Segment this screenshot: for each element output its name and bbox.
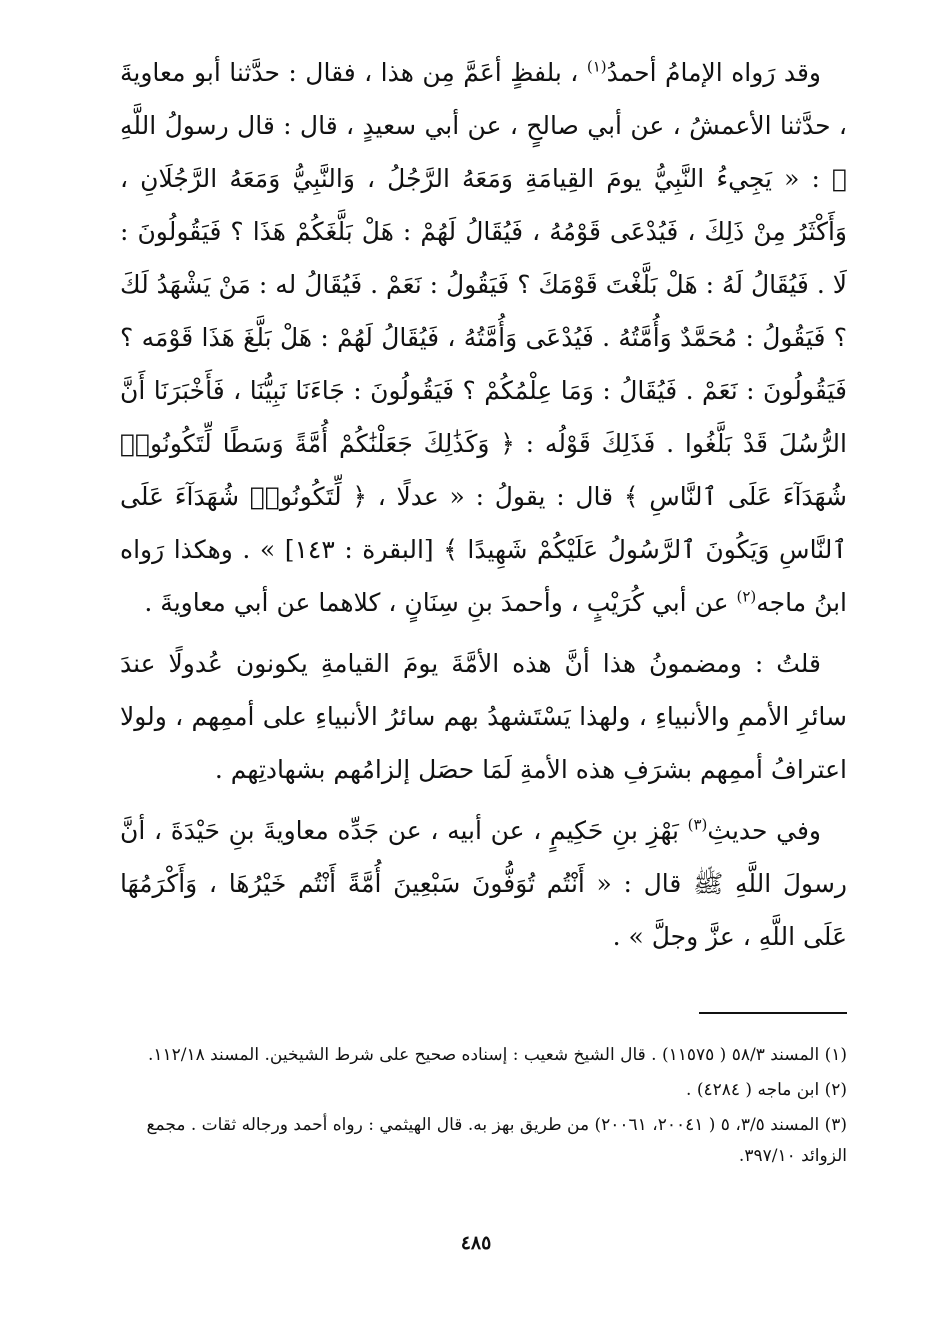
paragraph-1: [120, 46, 847, 629]
paragraph-3: [120, 804, 847, 963]
paragraph-3-text-cont: بَهْزِ بنِ حَكِيمٍ ، عن أبيه ، عن جَدِّه معاويةَ بنِ حَيْدَةَ ، أنَّ رسولَ اللَّهِ ﷺ قال : « أَنْتُم تُوَفُّونَ سَبْعِينَ أُمَّةً أَنْتُم خَيْرُهَا ، وَأَكْرَمُهَا عَلَى اللَّهِ ، عزَّ وجلَّ » .: [120, 816, 847, 951]
footnote-3: (٣) المسند ٣/٥، ٥ ( ٢٠٠٤١، ٢٠٠٦١) من طريق بهز به. قال الهيثمي : رواه أحمد ورجاله ثقات . مجمع الزوائد ٣٩٧/١٠.: [146, 1115, 847, 1166]
footnote-2: (٢) ابن ماجه ( ٤٢٨٤) .: [686, 1080, 847, 1100]
paragraph-1-text: وقد رَواه الإمامُ أحمدُ: [606, 58, 821, 87]
footnote-marker-1: (١): [586, 57, 607, 76]
paragraph-1-text-cont: ، بلفظٍ أعَمَّ مِن هذا ، فقال : حدَّثنا أبو معاويةَ ، حدَّثنا الأعمشُ ، عن أبي صالحٍ ، عن أبي سعيدٍ ، قال : قال رسولُ اللَّهِ ﷺ : « يَجِيءُ النَّبِيُّ يومَ القِيامَةِ وَمَعَهُ الرَّجُلُ ، وَالنَّبِيُّ وَمَعَهُ الرَّجُلَانِ ، وَأَكْثَرُ مِنْ ذَلِكَ ، فَيُدْعَى قَوْمُهُ ، فَيُقَالُ لَهُمْ : هَلْ بَلَّغَكُمْ هَذَا ؟ فَيَقُولُونَ : لَا . فَيُقَالُ لَهُ : هَلْ بَلَّغْتَ قَوْمَكَ ؟ فَيَقُولُ : نَعَمْ . فَيُقَالُ له : مَنْ يَشْهَدُ لَكَ ؟ فَيَقُولُ : مُحَمَّدٌ وَأُمَّتُهُ . فَيُدْعَى وَأُمَّتُهُ ، فَيُقَالُ لَهُمْ : هَلْ بَلَّغَ هَذَا قَوْمَه ؟ فَيَقُولُونَ : نَعَمْ . فَيُقَالُ : وَمَا عِلْمُكُمْ ؟ فَيَقُولُونَ : جَاءَنَا نَبِيُّنَا ، فَأَخْبَرَنَا أَنَّ الرُّسُلَ قَدْ بَلَّغُوا . فَذَلِكَ قَوْلُه : ﴿ وَكَذَٰلِكَ جَعَلْنَٰكُمْ أُمَّةً وَسَطًا لِّتَكُونُوا۟ شُهَدَآءَ عَلَى ٱلنَّاسِ ﴾ قال : يقولُ : « عدلًا ، ﴿ لِّتَكُونُوا۟ شُهَدَآءَ عَلَى ٱلنَّاسِ وَيَكُونَ ٱلرَّسُولُ عَلَيْكُمْ شَهِيدًا ﴾ [البقرة : ١٤٣] » . وهكذا رَواه ابنُ ماجه: [120, 58, 847, 617]
main-text: [120, 46, 847, 963]
paragraph-1-text-end: عن أبي كُرَيْبٍ ، وأحمدَ بنِ سِنَانٍ ، كلاهما عن أبي معاويةَ .: [144, 588, 737, 617]
paragraph-2: [120, 637, 847, 796]
footnote-1: (١) المسند ٥٨/٣ ( ١١٥٧٥) . قال الشيخ شعيب : إسناده صحيح على شرط الشيخين. المسند ١١٢/١٨.: [147, 1045, 847, 1065]
footnote-marker-3: (٣): [687, 815, 708, 834]
paragraph-2-text: قلتُ : ومضمونُ هذا أنَّ هذه الأمَّةَ يومَ القيامةِ يكونون عُدولًا عندَ سائرِ الأممِ والأنبياءِ ، ولهذا يَسْتَشهدُ بهم سائرُ الأنبياءِ على أممِهم ، ولولا اعترافُ أممِهم بشرَفِ هذه الأمةِ لَمَا حصَل إلزامُهم بشهادتِهم .: [120, 649, 847, 784]
paragraph-3-text: وفي حديثِ: [707, 816, 821, 845]
footnote-marker-2: (٢): [736, 587, 757, 606]
page-number: ٤٨٥: [460, 1232, 492, 1254]
footnotes: [120, 1040, 847, 1176]
footnote-separator: [699, 1012, 847, 1014]
